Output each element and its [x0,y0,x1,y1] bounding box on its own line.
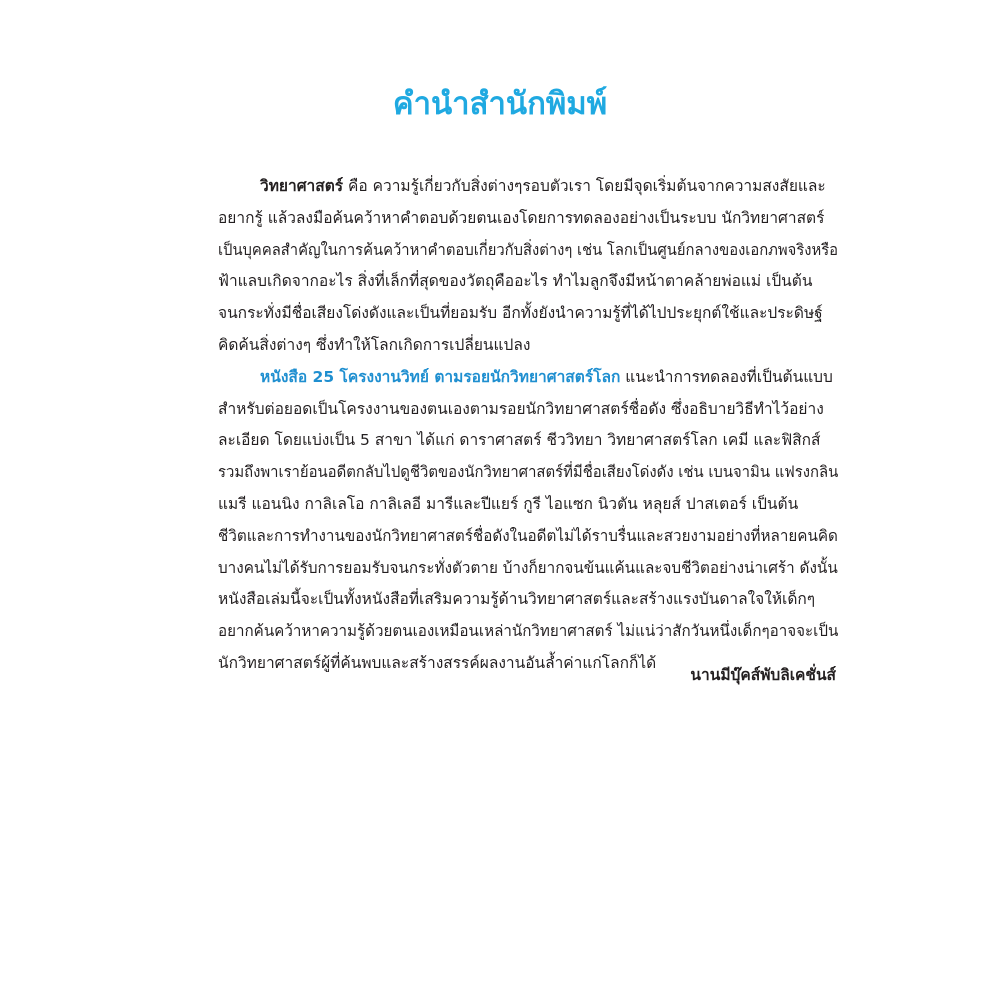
paragraph-2-line-9: อยากค้นคว้าหาความรู้ด้วยตนเองเหมือนเหล่านักวิทยาศาสตร์ ไม่แน่ว่าสักวันหนึ่งเด็กๆอาจจะเป็น [218,622,839,641]
book-title-highlight: หนังสือ 25 โครงงานวิทย์ ตามรอยนักวิทยาศาสตร์โลก [260,367,621,386]
paragraph-2-line-2: สำหรับต่อยอดเป็นโครงงานของตนเองตามรอยนักวิทยาศาสตร์ชื่อดัง ซึ่งอธิบายวิธีทำไว้อย่าง [218,399,824,418]
paragraph-1-lead: วิทยาศาสตร์ [260,177,344,195]
paragraph-2-line-1-text: แนะนำการทดลองที่เป็นต้นแบบ [620,367,833,386]
paragraph-2-line-6: ชีวิตและการทำงานของนักวิทยาศาสตร์ชื่อดังในอดีตไม่ได้ราบรื่นและสวยงามอย่างที่หลายคนคิด [218,526,838,545]
paragraph-2-line-4: รวมถึงพาเราย้อนอดีตกลับไปดูชีวิตของนักวิทยาศาสตร์ที่มีชื่อเสียงโด่งดัง เช่น เบนจามิน แฟรงกลิน [218,463,839,482]
paragraph-1-line-6: คิดค้นสิ่งต่างๆ ซึ่งทำให้โลกเกิดการเปลี่ยนแปลง [218,335,531,354]
body-text [218,171,838,680]
paragraph-2-line-7: บางคนไม่ได้รับการยอมรับจนกระทั่งตัวตาย บ้างก็ยากจนข้นแค้นและจบชีวิตอย่างน่าเศร้า ดังนั้น [218,558,838,577]
page-title: คำนำสำนักพิมพ์ [392,86,608,122]
paragraph-1-line-5: จนกระทั่งมีชื่อเสียงโด่งดังและเป็นที่ยอมรับ อีกทั้งยังนำความรู้ที่ได้ไปประยุกต์ใช้และประดิษฐ์ [218,304,823,323]
paragraph-1-line-1 [218,171,838,203]
paragraph-2-line-3: ละเอียด โดยแบ่งเป็น 5 สาขา ได้แก่ ดาราศาสตร์ ชีววิทยา วิทยาศาสตร์โลก เคมี และฟิสิกส์ [218,431,821,450]
paragraph-2-line-10: นักวิทยาศาสตร์ผู้ที่ค้นพบและสร้างสรรค์ผลงานอันล้ำค่าแก่โลกก็ได้ [218,653,657,672]
publisher-signature: นานมีบุ๊คส์พับลิเคชั่นส์ [690,666,836,684]
paragraph-1-line-2: อยากรู้ แล้วลงมือค้นคว้าหาคำตอบด้วยตนเองโดยการทดลองอย่างเป็นระบบ นักวิทยาศาสตร์ [218,208,825,227]
paragraph-2-line-1 [218,362,838,394]
paragraph-1-line-4: ฟ้าแลบเกิดจากอะไร สิ่งที่เล็กที่สุดของวัตถุคืออะไร ทำไมลูกจึงมีหน้าตาคล้ายพ่อแม่ เป็นต้น [218,272,813,291]
paragraph-1-line-3: เป็นบุคคลสำคัญในการค้นคว้าหาคำตอบเกี่ยวกับสิ่งต่างๆ เช่น โลกเป็นศูนย์กลางของเอกภพจริงหรือ [218,240,839,259]
paragraph-2-line-5: แมรี แอนนิง กาลิเลโอ กาลิเลอี มารีและปีแยร์ กูรี ไอแซก นิวตัน หลุยส์ ปาสเตอร์ เป็นต้น [218,494,799,513]
paragraph-1-line-1-text: คือ ความรู้เกี่ยวกับสิ่งต่างๆรอบตัวเรา โดยมีจุดเริ่มต้นจากความสงสัยและ [343,177,826,195]
paragraph-2-line-8: หนังสือเล่มนี้จะเป็นทั้งหนังสือที่เสริมความรู้ด้านวิทยาศาสตร์และสร้างแรงบันดาลใจให้เด็กๆ [218,590,816,609]
